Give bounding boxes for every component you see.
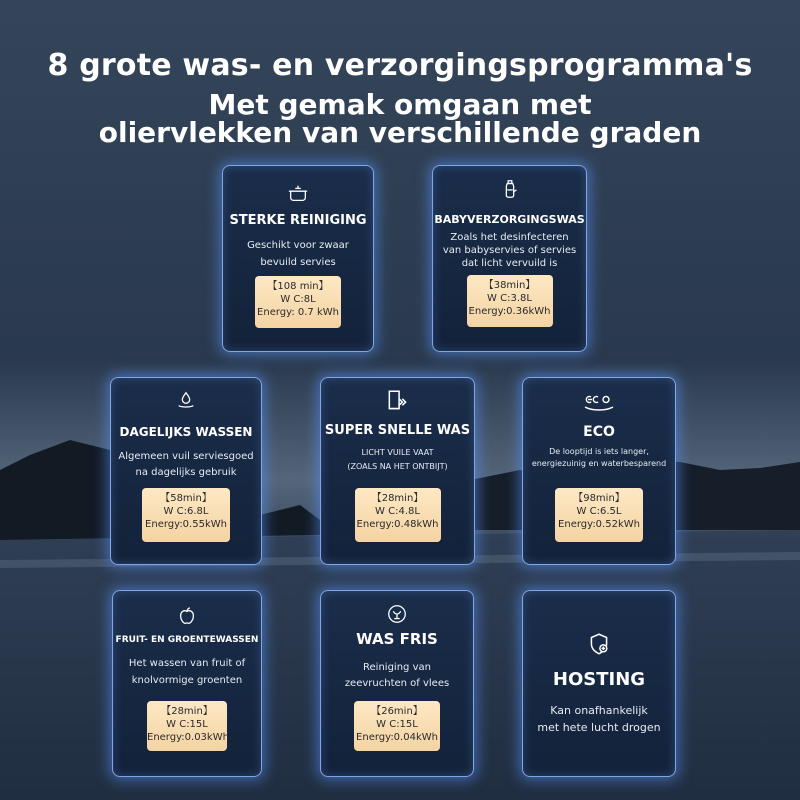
program-card-fruit-en-groentewassen[interactable]	[112, 590, 262, 777]
pot-icon	[287, 182, 309, 204]
program-desc-2: na dagelijks gebruik	[135, 467, 237, 478]
program-desc-1: Kan onafhankelijk	[550, 704, 648, 717]
program-title: SUPER SNELLE WAS	[324, 423, 471, 438]
program-desc-2: bevuild servies	[260, 257, 336, 268]
program-water: W C:3.8L	[487, 293, 532, 304]
program-desc-2: energiezuinig en waterbesparend	[531, 459, 667, 468]
program-water: W C:8L	[280, 294, 316, 305]
program-title: FRUIT- EN GROENTEWASSEN	[115, 635, 259, 645]
program-desc-2: van babyservies of servies	[442, 245, 577, 256]
fast-wash-icon	[385, 388, 411, 414]
program-water: W C:6.8L	[163, 506, 209, 517]
program-stats	[147, 701, 227, 751]
program-water: W C:6.5L	[576, 506, 622, 517]
program-stats	[467, 275, 553, 327]
program-stats	[354, 701, 440, 751]
program-desc-2: zeevruchten of vlees	[344, 678, 450, 689]
program-title: ECO	[583, 424, 615, 440]
water-drop-icon	[175, 390, 197, 412]
baby-bottle-icon	[499, 178, 521, 200]
program-time: 【38min】	[483, 280, 536, 291]
program-stats	[255, 276, 341, 328]
program-desc-2: (ZOALS NA HET ONTBIJT)	[347, 462, 448, 471]
program-card-eco[interactable]	[522, 377, 676, 565]
program-energy: Energy:0.04kWh	[356, 732, 438, 743]
program-energy: Energy:0.55kWh	[145, 519, 227, 530]
shield-plus-icon	[586, 631, 612, 657]
headline-line-1: 8 grote was- en verzorgingsprogramma's	[47, 48, 753, 83]
fresh-wash-icon	[386, 603, 408, 625]
program-water: W C:15L	[376, 719, 418, 730]
program-time: 【28min】	[161, 706, 213, 717]
program-title: STERKE REINIGING	[229, 213, 367, 228]
program-card-babyverzorgingswas[interactable]	[432, 165, 587, 352]
program-card-super-snelle-was[interactable]	[320, 377, 475, 565]
headline-line-3: oliervlekken van verschillende graden	[98, 116, 702, 149]
program-energy: Energy:0.52kWh	[558, 519, 640, 530]
eco-icon	[582, 388, 616, 412]
program-energy: Energy:0.48kWh	[356, 519, 439, 530]
program-title: HOSTING	[552, 669, 646, 690]
headline-line-2: Met gemak omgaan met	[208, 88, 592, 121]
program-stats	[142, 488, 230, 542]
apple-icon	[176, 605, 198, 627]
program-title: DAGELIJKS WASSEN	[119, 425, 253, 439]
program-desc-3: dat licht vervuild is	[461, 258, 558, 269]
program-water: W C:4.8L	[375, 506, 420, 517]
program-time: 【58min】	[160, 493, 212, 504]
program-energy: Energy:0.36kWh	[468, 306, 551, 317]
program-card-sterke-reiniging[interactable]	[222, 165, 374, 352]
program-desc-1: Geschikt voor zwaar	[247, 240, 349, 251]
program-card-dagelijks-wassen[interactable]	[110, 377, 262, 565]
program-title: WAS FRIS	[356, 630, 438, 648]
program-stats	[555, 488, 643, 542]
program-water: W C:15L	[166, 719, 208, 730]
program-stats	[355, 488, 441, 542]
program-desc-1: Zoals het desinfecteren	[450, 232, 569, 243]
program-time: 【26min】	[371, 706, 423, 717]
program-desc-1: Reiniging van	[363, 662, 431, 673]
program-time: 【28min】	[371, 493, 424, 504]
program-desc-1: Het wassen van fruit of	[128, 658, 246, 669]
program-time: 【108 min】	[267, 281, 329, 292]
program-time: 【98min】	[573, 493, 625, 504]
program-desc-1: Algemeen vuil serviesgoed	[118, 451, 254, 462]
program-title: BABYVERZORGINGSWAS	[434, 213, 585, 226]
program-desc-1: De looptijd is iets langer,	[549, 447, 649, 456]
program-card-hosting[interactable]	[522, 590, 676, 777]
program-desc-2: met hete lucht drogen	[537, 721, 661, 734]
program-card-was-fris[interactable]	[320, 590, 474, 777]
program-desc-2: knolvormige groenten	[131, 675, 243, 686]
program-energy: Energy: 0.7 kWh	[257, 307, 339, 318]
program-desc-1: LICHT VUILE VAAT	[361, 448, 434, 457]
program-energy: Energy:0.03kWh	[147, 732, 229, 743]
